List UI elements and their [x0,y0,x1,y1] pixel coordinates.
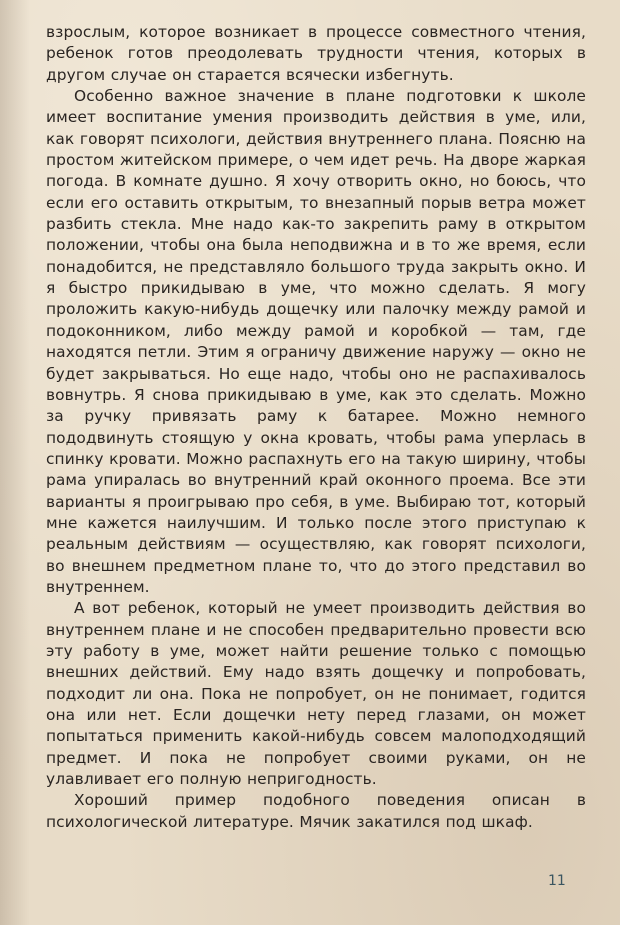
spine-shadow [0,0,30,925]
body-text [46,22,586,833]
paragraph-3: А вот ребенок, который не умеет производить действия во внутреннем плане и не способен предварительно провести всю эту работу в уме, может найти решение только с помощью внешних действий. Ему надо взять дощечку и попробовать, подходит ли она. Пока не попробует, он не понимает, годится она или нет. Если дощечки нету перед глазами, он может попытаться применить какой-нибудь совсем малоподходящий предмет. И пока не попробует своими руками, он не улавливает его полную непригодность. [46,599,586,789]
paragraph-1: взрослым, которое возникает в процессе совместного чтения, ребенок готов преодолевать трудности чтения, которых в другом случае он старается всячески избегнуть. [46,23,586,84]
page-number: 11 [548,873,566,889]
paragraph-4: Хороший пример подобного поведения описан в психологической литературе. Мячик закатился под шкаф. [46,791,586,831]
paragraph-2: Особенно важное значение в плане подготовки к школе имеет воспитание умения производить действия в уме, или, как говорят психологи, действия внутреннего плана. Поясню на простом житейском примере, о чем идет речь. На дворе жаркая погода. В комнате душно. Я хочу отворить окно, но боюсь, что если его оставить открытым, то внезапный порыв ветра может разбить стекла. Мне надо как-то закрепить раму в открытом положении, чтобы она была неподвижна и в то же время, если понадобится, не представляло большого труда закрыть окно. И я быстро прикидываю в уме, что можно сделать. Я могу проложить какую-нибудь дощечку или палочку между рамой и подоконником, либо между рамой и коробкой — там, где находятся петли. Этим я ограничу движение наружу — окно не будет закрываться. Но еще надо, чтобы оно не распахивалось вовнутрь. Я снова прикидываю в уме, как это сделать. Можно за ручку привязать раму к батарее. Можно немного пододвинуть стоящую у окна кровать, чтобы рама уперлась в спинку кровати. Можно распахнуть его на такую ширину, чтобы рама упиралась во внутренний край оконного проема. Все эти варианты я проигрываю про себя, в уме. Выбираю тот, который мне кажется наилучшим. И только после этого приступаю к реальным действиям — осуществляю, как говорят психологи, во внешнем предметном плане то, что до этого представил во внутреннем. [46,87,586,596]
